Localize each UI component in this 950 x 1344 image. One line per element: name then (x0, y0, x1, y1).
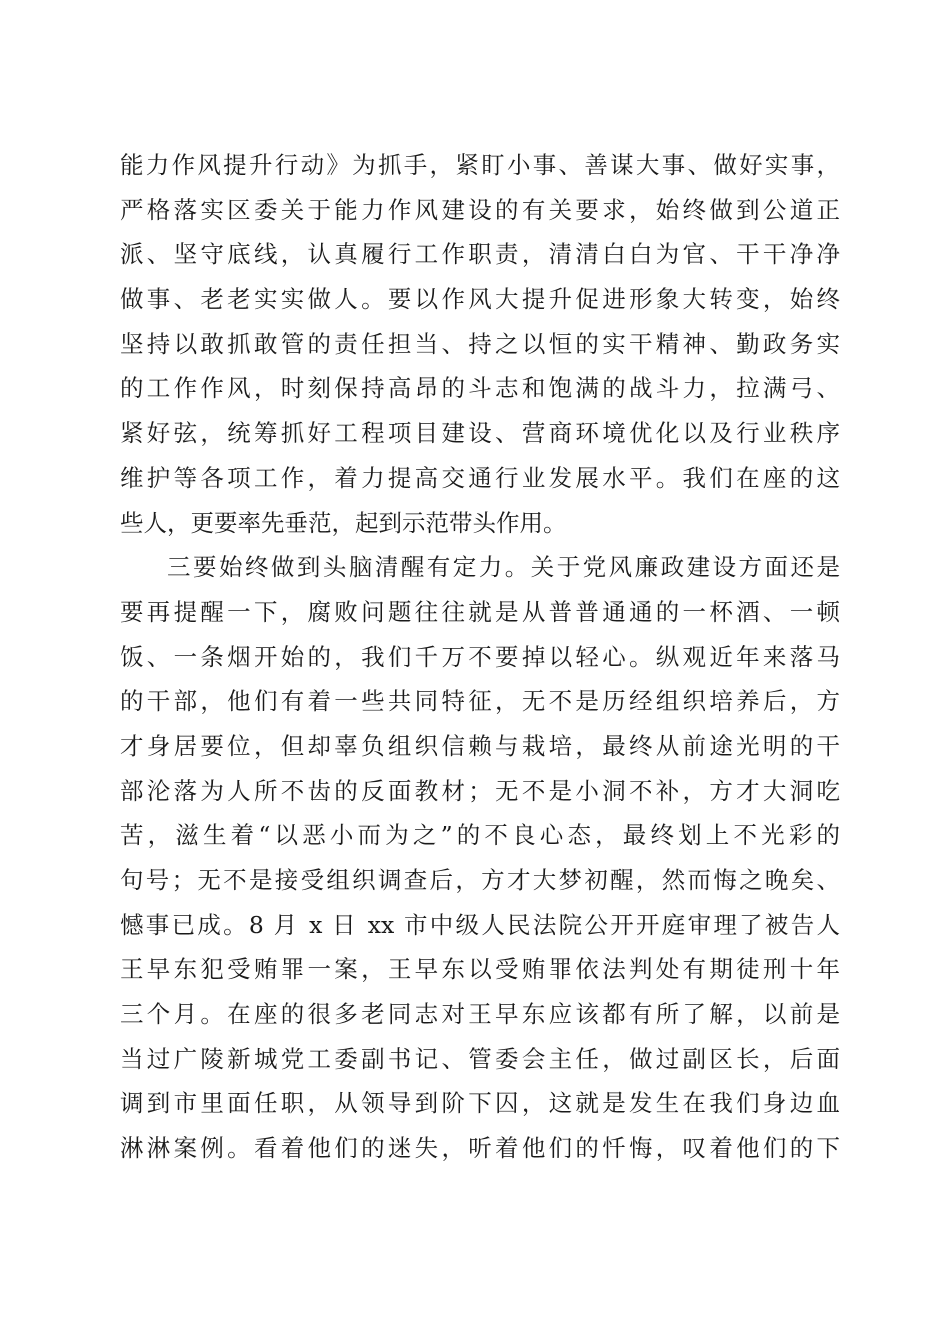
text-line: 句号；无不是接受组织调查后，方才大梦初醒，然而悔之晚矣、 (120, 866, 840, 894)
text-line: 做事、老老实实做人。要以作风大提升促进形象大转变，始终 (120, 285, 840, 314)
text-line: 憾事已成。8 月 x 日 xx 市中级人民法院公开开庭审理了被告人 (120, 910, 840, 939)
text-line: 饭、一条烟开始的，我们千万不要掉以轻心。纵观近年来落马 (120, 642, 840, 671)
text-line: 才身居要位，但却辜负组织信赖与栽培，最终从前途光明的干 (120, 731, 840, 760)
text-line: 严格落实区委关于能力作风建设的有关要求，始终做到公道正 (120, 195, 840, 224)
paragraph (120, 545, 840, 1171)
text-line: 的干部，他们有着一些共同特征，无不是历经组织培养后，方 (120, 687, 840, 716)
text-line: 派、坚守底线，认真履行工作职责，清清白白为官、干干净净 (120, 240, 840, 269)
text-line: 调到市里面任职，从领导到阶下囚，这就是发生在我们身边血 (120, 1089, 840, 1118)
text-line: 维护等各项工作，着力提高交通行业发展水平。我们在座的这 (120, 463, 840, 492)
text-line: 部沦落为人所不齿的反面教材；无不是小洞不补，方才大洞吃 (120, 776, 840, 805)
paragraph (120, 143, 840, 545)
text-line: 能力作风提升行动》为抓手，紧盯小事、善谋大事、做好实事， (120, 151, 840, 179)
text-line: 坚持以敢抓敢管的责任担当、持之以恒的实干精神、勤政务实 (120, 329, 840, 358)
text-line: 的工作作风，时刻保持高昂的斗志和饱满的战斗力，拉满弓、 (120, 374, 840, 403)
text-line: 苦，滋生着“以恶小而为之”的不良心态，最终划上不光彩的 (120, 821, 840, 850)
document-body (120, 143, 840, 1171)
text-line: 当过广陵新城党工委副书记、管委会主任，做过副区长，后面 (120, 1044, 840, 1073)
text-line: 些人，更要率先垂范，起到示范带头作用。 (120, 508, 567, 537)
text-line: 紧好弦，统筹抓好工程项目建设、营商环境优化以及行业秩序 (120, 419, 840, 448)
text-line: 三个月。在座的很多老同志对王早东应该都有所了解，以前是 (120, 1000, 840, 1029)
text-line: 淋淋案例。看着他们的迷失，听着他们的忏悔，叹着他们的下 (120, 1134, 840, 1163)
text-line: 王早东犯受贿罪一案，王早东以受贿罪依法判处有期徒刑十年 (120, 955, 840, 984)
text-line: 三要始终做到头脑清醒有定力。关于党风廉政建设方面还是 (167, 553, 840, 582)
text-line: 要再提醒一下，腐败问题往往就是从普普通通的一杯酒、一顿 (120, 597, 840, 626)
